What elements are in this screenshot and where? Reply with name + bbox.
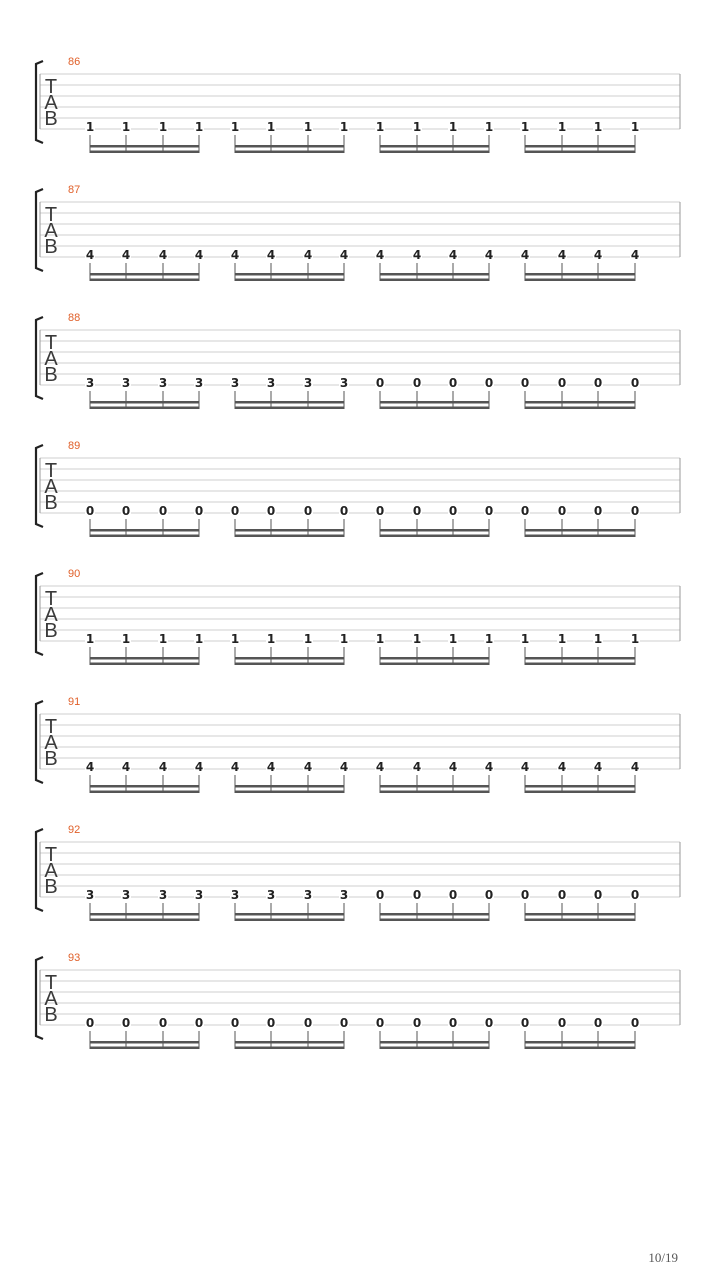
fret-number: 0 xyxy=(375,376,385,390)
beam-secondary xyxy=(380,919,489,922)
fret-number: 0 xyxy=(230,504,240,518)
tab-clef-letter: B xyxy=(44,236,58,258)
fret-number: 4 xyxy=(557,760,567,774)
fret-number: 0 xyxy=(593,888,603,902)
tab-clef-letter: T xyxy=(44,588,58,610)
fret-number: 1 xyxy=(339,632,349,646)
fret-number: 4 xyxy=(448,760,458,774)
beam-secondary xyxy=(90,663,199,666)
fret-number: 1 xyxy=(520,632,530,646)
fret-number: 0 xyxy=(412,1016,422,1030)
fret-number: 0 xyxy=(266,504,276,518)
fret-number: 1 xyxy=(85,120,95,134)
tab-system xyxy=(0,696,720,824)
tab-clef-letter: B xyxy=(44,620,58,642)
beam-primary xyxy=(90,145,199,148)
tab-staff xyxy=(0,312,720,412)
beam-primary xyxy=(90,657,199,660)
fret-number: 4 xyxy=(412,760,422,774)
tab-clef-letter: A xyxy=(44,860,58,882)
tab-clef-letter: B xyxy=(44,876,58,898)
beam-primary xyxy=(235,529,344,532)
beam-primary xyxy=(90,529,199,532)
fret-number: 1 xyxy=(121,632,131,646)
beam-primary xyxy=(380,657,489,660)
fret-number: 4 xyxy=(339,248,349,262)
beam-primary xyxy=(525,657,635,660)
beam-secondary xyxy=(525,279,635,282)
beam-secondary xyxy=(235,279,344,282)
fret-number: 0 xyxy=(303,504,313,518)
fret-number: 4 xyxy=(194,248,204,262)
fret-number: 0 xyxy=(375,888,385,902)
fret-number: 0 xyxy=(375,1016,385,1030)
fret-number: 4 xyxy=(121,760,131,774)
fret-number: 1 xyxy=(121,120,131,134)
beam-primary xyxy=(380,913,489,916)
fret-number: 1 xyxy=(194,120,204,134)
measure-number: 90 xyxy=(68,568,81,580)
measure-number: 89 xyxy=(68,440,81,452)
fret-number: 3 xyxy=(121,888,131,902)
beam-primary xyxy=(525,145,635,148)
fret-number: 0 xyxy=(121,504,131,518)
fret-number: 1 xyxy=(375,120,385,134)
tab-system xyxy=(0,824,720,952)
fret-number: 0 xyxy=(412,888,422,902)
fret-number: 4 xyxy=(303,248,313,262)
fret-number: 0 xyxy=(557,376,567,390)
beam-secondary xyxy=(525,151,635,154)
fret-number: 4 xyxy=(230,760,240,774)
tab-system xyxy=(0,952,720,1080)
fret-number: 1 xyxy=(266,120,276,134)
fret-number: 1 xyxy=(230,120,240,134)
fret-number: 1 xyxy=(484,120,494,134)
fret-number: 0 xyxy=(412,376,422,390)
fret-number: 0 xyxy=(121,1016,131,1030)
tab-clef-letter: A xyxy=(44,348,58,370)
fret-number: 1 xyxy=(375,632,385,646)
fret-number: 0 xyxy=(484,504,494,518)
beam-secondary xyxy=(235,407,344,410)
tab-clef-letter: T xyxy=(44,844,58,866)
tab-staff xyxy=(0,824,720,924)
fret-number: 4 xyxy=(484,760,494,774)
beam-secondary xyxy=(380,663,489,666)
fret-number: 3 xyxy=(194,888,204,902)
fret-number: 3 xyxy=(266,888,276,902)
fret-number: 0 xyxy=(593,1016,603,1030)
tab-clef-letter: T xyxy=(44,76,58,98)
fret-number: 0 xyxy=(630,504,640,518)
measure-number: 91 xyxy=(68,696,81,708)
fret-number: 4 xyxy=(593,248,603,262)
fret-number: 0 xyxy=(557,1016,567,1030)
fret-number: 4 xyxy=(85,248,95,262)
beam-primary xyxy=(90,273,199,276)
fret-number: 1 xyxy=(158,120,168,134)
tab-clef-letter: T xyxy=(44,332,58,354)
tab-staff xyxy=(0,56,720,156)
tab-clef-letter: B xyxy=(44,364,58,386)
fret-number: 1 xyxy=(303,120,313,134)
fret-number: 0 xyxy=(557,888,567,902)
beam-secondary xyxy=(525,663,635,666)
fret-number: 1 xyxy=(630,632,640,646)
tab-system xyxy=(0,56,720,184)
fret-number: 1 xyxy=(448,632,458,646)
beam-primary xyxy=(380,145,489,148)
fret-number: 4 xyxy=(194,760,204,774)
fret-number: 0 xyxy=(303,1016,313,1030)
beam-secondary xyxy=(380,279,489,282)
fret-number: 4 xyxy=(520,760,530,774)
beam-primary xyxy=(525,529,635,532)
fret-number: 4 xyxy=(630,760,640,774)
beam-secondary xyxy=(380,791,489,794)
tab-clef-letter: A xyxy=(44,604,58,626)
beam-secondary xyxy=(380,151,489,154)
fret-number: 1 xyxy=(593,120,603,134)
tab-clef-letter: T xyxy=(44,716,58,738)
fret-number: 0 xyxy=(194,1016,204,1030)
tab-clef-letter: T xyxy=(44,460,58,482)
fret-number: 1 xyxy=(412,120,422,134)
fret-number: 1 xyxy=(520,120,530,134)
beam-primary xyxy=(90,401,199,404)
tab-clef-letter: A xyxy=(44,92,58,114)
fret-number: 4 xyxy=(520,248,530,262)
fret-number: 1 xyxy=(557,632,567,646)
fret-number: 0 xyxy=(448,888,458,902)
beam-primary xyxy=(525,1041,635,1044)
fret-number: 4 xyxy=(593,760,603,774)
fret-number: 1 xyxy=(194,632,204,646)
measure-number: 88 xyxy=(68,312,81,324)
tab-clef-letter: B xyxy=(44,108,58,130)
fret-number: 1 xyxy=(266,632,276,646)
beam-secondary xyxy=(90,279,199,282)
fret-number: 4 xyxy=(158,248,168,262)
beam-secondary xyxy=(525,1047,635,1050)
fret-number: 4 xyxy=(448,248,458,262)
beam-secondary xyxy=(525,535,635,538)
fret-number: 0 xyxy=(194,504,204,518)
fret-number: 1 xyxy=(158,632,168,646)
tab-system xyxy=(0,184,720,312)
fret-number: 4 xyxy=(375,760,385,774)
beam-secondary xyxy=(235,535,344,538)
beam-primary xyxy=(235,273,344,276)
fret-number: 0 xyxy=(630,888,640,902)
fret-number: 3 xyxy=(303,888,313,902)
fret-number: 1 xyxy=(230,632,240,646)
fret-number: 0 xyxy=(484,888,494,902)
fret-number: 3 xyxy=(230,888,240,902)
beam-primary xyxy=(235,401,344,404)
tab-staff xyxy=(0,952,720,1052)
fret-number: 1 xyxy=(85,632,95,646)
fret-number: 3 xyxy=(339,376,349,390)
tab-system xyxy=(0,440,720,568)
beam-secondary xyxy=(380,407,489,410)
fret-number: 3 xyxy=(85,376,95,390)
fret-number: 0 xyxy=(520,376,530,390)
fret-number: 0 xyxy=(266,1016,276,1030)
beam-primary xyxy=(525,273,635,276)
fret-number: 0 xyxy=(593,376,603,390)
fret-number: 0 xyxy=(557,504,567,518)
beam-primary xyxy=(235,145,344,148)
beam-secondary xyxy=(90,407,199,410)
fret-number: 1 xyxy=(448,120,458,134)
fret-number: 0 xyxy=(339,1016,349,1030)
beam-primary xyxy=(380,529,489,532)
tab-clef-letter: T xyxy=(44,972,58,994)
fret-number: 3 xyxy=(121,376,131,390)
fret-number: 1 xyxy=(593,632,603,646)
fret-number: 3 xyxy=(194,376,204,390)
fret-number: 4 xyxy=(557,248,567,262)
beam-primary xyxy=(90,785,199,788)
fret-number: 4 xyxy=(484,248,494,262)
beam-secondary xyxy=(380,535,489,538)
fret-number: 0 xyxy=(375,504,385,518)
beam-secondary xyxy=(525,791,635,794)
beam-primary xyxy=(380,401,489,404)
tab-staff xyxy=(0,440,720,540)
tab-system xyxy=(0,312,720,440)
beam-primary xyxy=(235,657,344,660)
tab-clef-letter: A xyxy=(44,476,58,498)
measure-number: 86 xyxy=(68,56,81,68)
beam-secondary xyxy=(90,151,199,154)
fret-number: 4 xyxy=(230,248,240,262)
fret-number: 0 xyxy=(230,1016,240,1030)
measure-number: 87 xyxy=(68,184,81,196)
fret-number: 0 xyxy=(520,504,530,518)
fret-number: 0 xyxy=(448,1016,458,1030)
page-number: 10/19 xyxy=(648,1250,678,1265)
beam-primary xyxy=(235,785,344,788)
fret-number: 1 xyxy=(630,120,640,134)
tab-staff xyxy=(0,696,720,796)
fret-number: 4 xyxy=(339,760,349,774)
fret-number: 4 xyxy=(412,248,422,262)
tab-clef-letter: T xyxy=(44,204,58,226)
fret-number: 0 xyxy=(412,504,422,518)
beam-secondary xyxy=(235,151,344,154)
beam-secondary xyxy=(90,1047,199,1050)
fret-number: 4 xyxy=(121,248,131,262)
beam-secondary xyxy=(525,407,635,410)
fret-number: 0 xyxy=(520,888,530,902)
tab-staff xyxy=(0,184,720,284)
fret-number: 0 xyxy=(448,376,458,390)
fret-number: 1 xyxy=(412,632,422,646)
fret-number: 1 xyxy=(557,120,567,134)
beam-secondary xyxy=(525,919,635,922)
beam-primary xyxy=(525,401,635,404)
fret-number: 0 xyxy=(630,1016,640,1030)
beam-primary xyxy=(380,273,489,276)
fret-number: 3 xyxy=(158,376,168,390)
fret-number: 4 xyxy=(158,760,168,774)
fret-number: 3 xyxy=(158,888,168,902)
beam-primary xyxy=(525,913,635,916)
fret-number: 0 xyxy=(520,1016,530,1030)
fret-number: 1 xyxy=(484,632,494,646)
beam-secondary xyxy=(90,919,199,922)
fret-number: 0 xyxy=(85,504,95,518)
tab-clef-letter: B xyxy=(44,1004,58,1026)
fret-number: 4 xyxy=(266,760,276,774)
beam-primary xyxy=(380,1041,489,1044)
fret-number: 1 xyxy=(303,632,313,646)
beam-primary xyxy=(90,913,199,916)
fret-number: 0 xyxy=(593,504,603,518)
beam-primary xyxy=(235,913,344,916)
tab-system xyxy=(0,568,720,696)
tab-clef-letter: B xyxy=(44,748,58,770)
beam-primary xyxy=(380,785,489,788)
tab-clef-letter: B xyxy=(44,492,58,514)
measure-number: 92 xyxy=(68,824,81,836)
tab-clef-letter: A xyxy=(44,220,58,242)
beam-secondary xyxy=(380,1047,489,1050)
beam-primary xyxy=(90,1041,199,1044)
beam-primary xyxy=(525,785,635,788)
beam-secondary xyxy=(235,1047,344,1050)
fret-number: 0 xyxy=(484,376,494,390)
fret-number: 0 xyxy=(158,504,168,518)
fret-number: 3 xyxy=(230,376,240,390)
fret-number: 0 xyxy=(85,1016,95,1030)
fret-number: 3 xyxy=(266,376,276,390)
fret-number: 4 xyxy=(266,248,276,262)
fret-number: 4 xyxy=(303,760,313,774)
fret-number: 4 xyxy=(85,760,95,774)
fret-number: 0 xyxy=(448,504,458,518)
beam-secondary xyxy=(235,663,344,666)
measure-number: 93 xyxy=(68,952,81,964)
beam-primary xyxy=(235,1041,344,1044)
fret-number: 0 xyxy=(339,504,349,518)
fret-number: 4 xyxy=(375,248,385,262)
fret-number: 0 xyxy=(630,376,640,390)
fret-number: 0 xyxy=(158,1016,168,1030)
fret-number: 3 xyxy=(303,376,313,390)
tab-staff xyxy=(0,568,720,668)
beam-secondary xyxy=(90,535,199,538)
beam-secondary xyxy=(235,791,344,794)
fret-number: 3 xyxy=(339,888,349,902)
fret-number: 0 xyxy=(484,1016,494,1030)
tab-clef-letter: A xyxy=(44,988,58,1010)
fret-number: 1 xyxy=(339,120,349,134)
tab-clef-letter: A xyxy=(44,732,58,754)
fret-number: 3 xyxy=(85,888,95,902)
fret-number: 4 xyxy=(630,248,640,262)
beam-secondary xyxy=(90,791,199,794)
beam-secondary xyxy=(235,919,344,922)
